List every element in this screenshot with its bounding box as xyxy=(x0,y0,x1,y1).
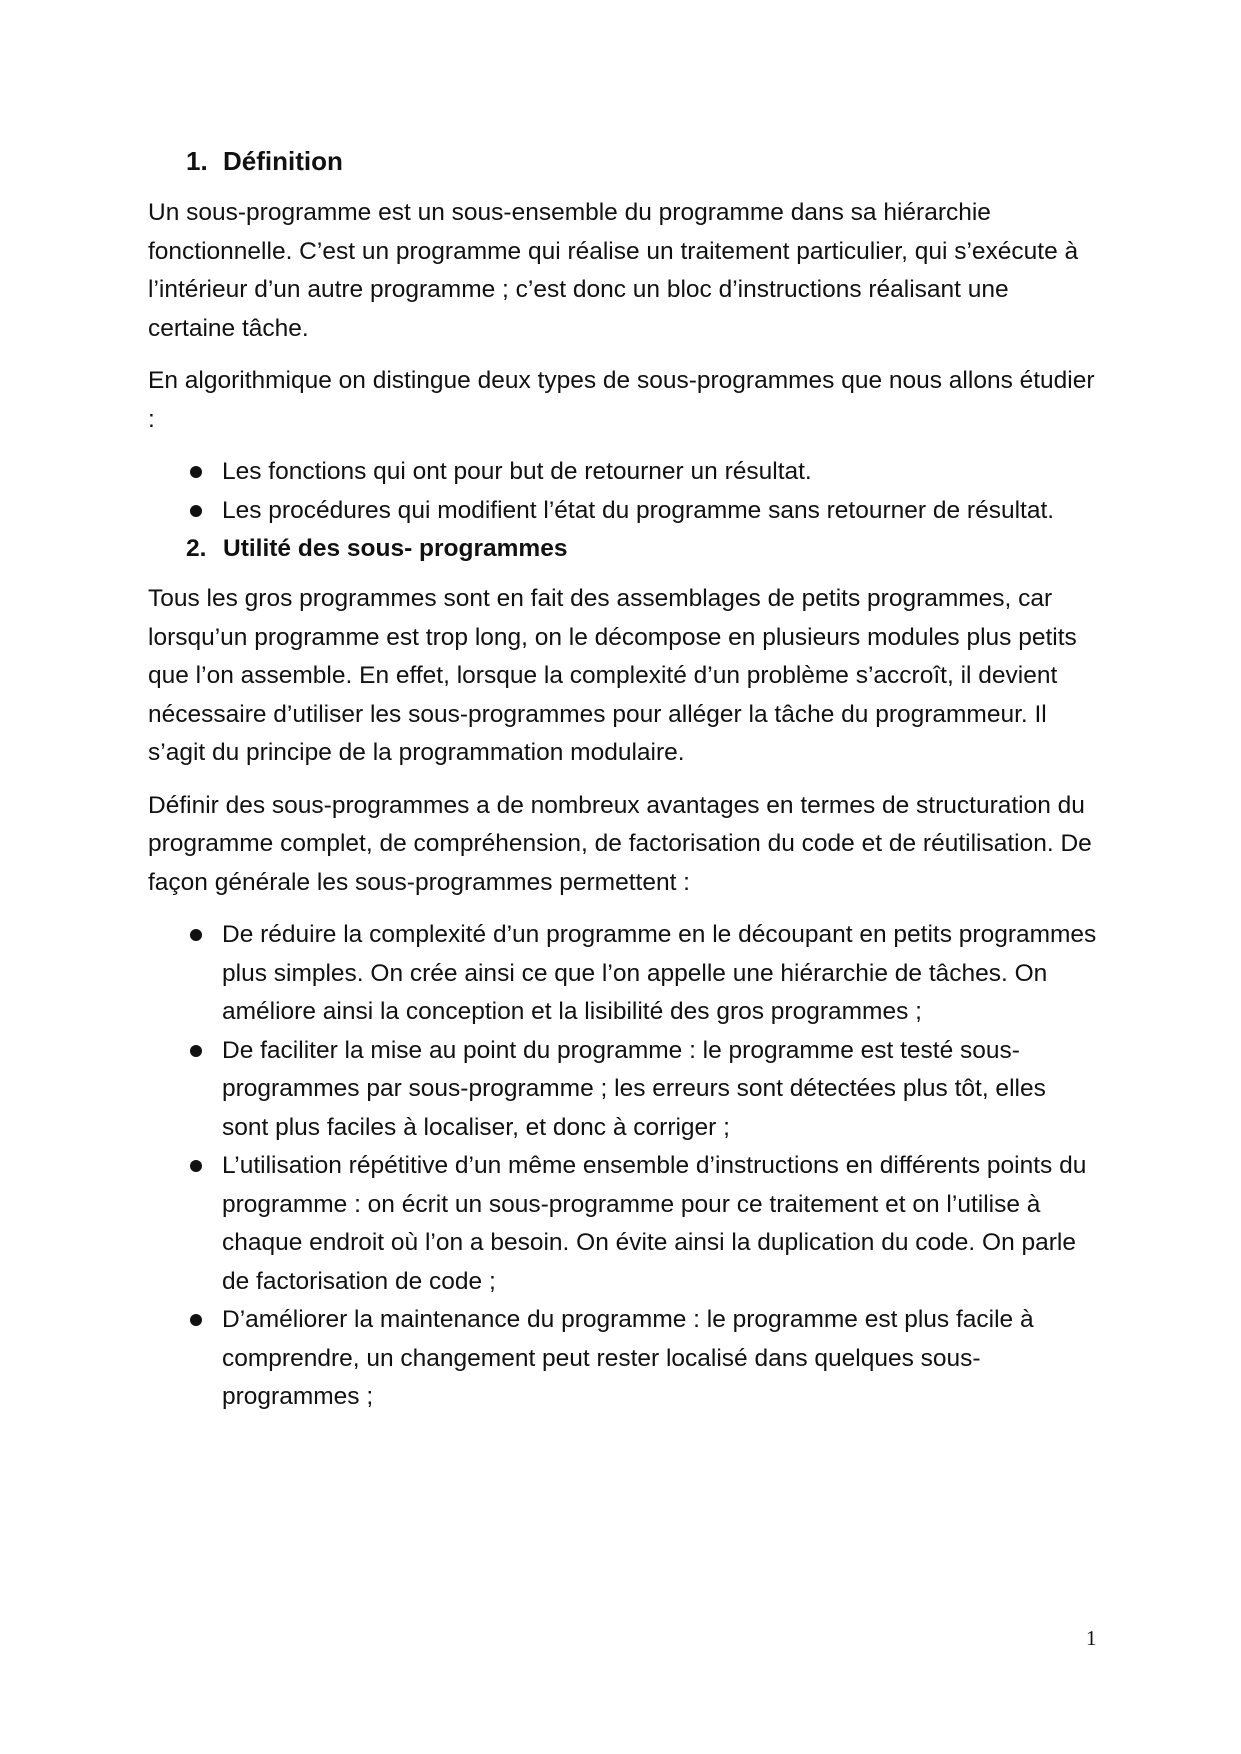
paragraph-modular: Tous les gros programmes sont en fait des assemblages de petits programmes, car lorsqu’un programme est trop long, on le décompose en plusieurs modules plus petits que l’on assemble. En effet, lorsque la complexité d’un problème s’accroît, il devient nécessaire d’utiliser les sous-programmes pour alléger la tâche du programmeur. Il s’agit du principe de la programmation modulaire. xyxy=(148,585,1077,766)
page-number: 1 xyxy=(1086,1626,1097,1650)
list-item xyxy=(148,1147,1098,1301)
list-item xyxy=(148,453,1098,492)
bullet-icon xyxy=(190,929,202,941)
list-item-text: Les procédures qui modifient l’état du programme sans retourner de résultat. xyxy=(222,496,1055,524)
list-item-text: L’utilisation répétitive d’un même ensemble d’instructions en différents points du programme : on écrit un sous-programme pour ce traitement et on l’utilise à chaque endroit où l’on a besoin. On évite ainsi la duplication du code. On parle de factorisation de code ; xyxy=(222,1152,1087,1295)
section-heading-utilite xyxy=(186,530,1098,568)
section-title: Utilité des sous- programmes xyxy=(223,535,568,562)
list-item xyxy=(148,916,1098,1032)
list-item xyxy=(148,1301,1098,1417)
paragraph-definition: Un sous-programme est un sous-ensemble du programme dans sa hiérarchie fonctionnelle. C’est un programme qui réalise un traitement particulier, qui s’exécute à l’intérieur d’un autre programme ; c’est donc un bloc d’instructions réalisant une certaine tâche. xyxy=(148,199,1079,342)
bullet-icon xyxy=(190,466,202,478)
paragraph-types-intro: En algorithmique on distingue deux types de sous-programmes que nous allons étudier : xyxy=(148,367,1095,433)
bullet-icon xyxy=(190,1045,202,1057)
list-item-text: D’améliorer la maintenance du programme : le programme est plus facile à comprendre, un changement peut rester localisé dans quelques sous-programmes ; xyxy=(222,1306,1034,1410)
list-item-text: De réduire la complexité d’un programme en le découpant en petits programmes plus simples. On crée ainsi ce que l’on appelle une hiérarchie de tâches. On améliore ainsi la conception et la lisibilité des gros programmes ; xyxy=(222,921,1097,1025)
section-number: 1. xyxy=(186,146,208,176)
paragraph-advantages-intro: Définir des sous-programmes a de nombreux avantages en termes de structuration du programme complet, de compréhension, de factorisation du code et de réutilisation. De façon générale les sous-programmes permettent : xyxy=(148,791,1092,896)
bullet-icon xyxy=(190,1314,202,1326)
advantages-list xyxy=(148,916,1098,1417)
list-item xyxy=(148,492,1098,531)
page-content xyxy=(148,142,1098,1417)
list-item-text: De faciliter la mise au point du programme : le programme est testé sous-programmes par sous-programme ; les erreurs sont détectées plus tôt, elles sont plus faciles à localiser, et donc à corriger ; xyxy=(222,1036,1046,1141)
bullet-icon xyxy=(190,1160,202,1172)
types-list xyxy=(148,453,1098,530)
section-number: 2. xyxy=(186,535,207,562)
list-item-text: Les fonctions qui ont pour but de retourner un résultat. xyxy=(222,458,812,485)
section-title: Définition xyxy=(223,146,343,176)
bullet-icon xyxy=(190,505,202,517)
list-item xyxy=(148,1032,1098,1148)
section-heading-definition xyxy=(186,142,1098,180)
